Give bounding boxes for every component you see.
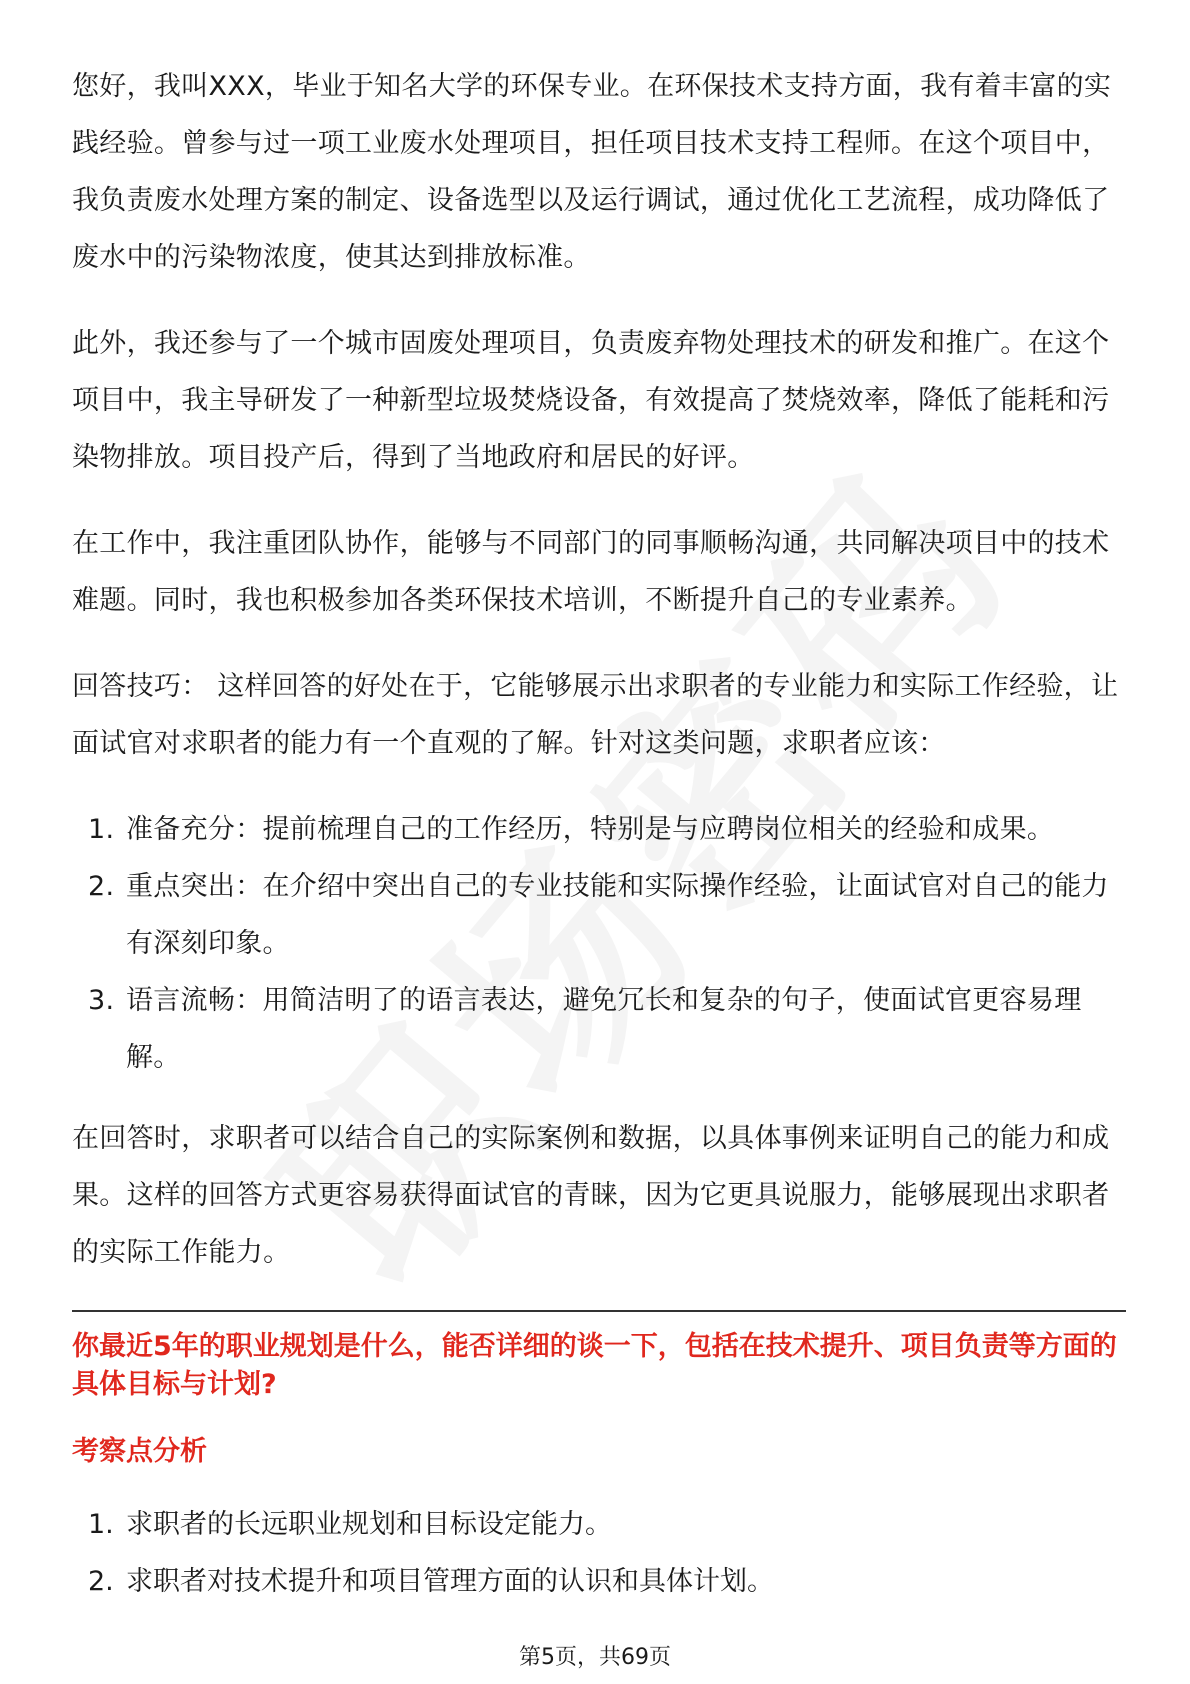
paragraph-answer-tips: 回答技巧： 这样回答的好处在于，它能够展示出求职者的专业能力和实际工作经验，让面试官对求职者的能力有一个直观的了解。针对这类问题，求职者应该： [72,671,1119,759]
page-content [72,58,1122,1610]
list-number: 1. [88,814,115,845]
list-item-text: 语言流畅：用简洁明了的语言表达，避免冗长和复杂的句子，使面试官更容易理解。 [126,985,1082,1073]
analysis-title: 考察点分析 [72,1436,207,1467]
list-item [72,1496,1122,1553]
list-item-text: 求职者对技术提升和项目管理方面的认识和具体计划。 [126,1566,774,1597]
list-item-text: 求职者的长远职业规划和目标设定能力。 [126,1509,612,1540]
tips-list [72,801,1122,1086]
question-heading: 你最近5年的职业规划是什么，能否详细的谈一下，包括在技术提升、项目负责等方面的具体目标与计划? [72,1331,1117,1400]
list-number: 2. [88,871,115,902]
list-number: 1. [88,1509,114,1540]
list-item [72,801,1122,858]
list-item [72,1553,1122,1610]
list-number: 3. [88,985,115,1016]
paragraph-project: 此外，我还参与了一个城市固废处理项目，负责废弃物处理技术的研发和推广。在这个项目中，我主导研发了一种新型垃圾焚烧设备，有效提高了焚烧效率，降低了能耗和污染物排放。项目投产后，得到了当地政府和居民的好评。 [72,328,1110,473]
list-number: 2. [88,1566,114,1597]
paragraph-intro: 您好，我叫XXX，毕业于知名大学的环保专业。在环保技术支持方面，我有着丰富的实践经验。曾参与过一项工业废水处理项目，担任项目技术支持工程师。在这个项目中，我负责废水处理方案的制定、设备选型以及运行调试，通过优化工艺流程，成功降低了废水中的污染物浓度，使其达到排放标准。 [72,71,1112,273]
list-item-text: 准备充分：提前梳理自己的工作经历，特别是与应聘岗位相关的经验和成果。 [126,814,1055,845]
list-item-text: 重点突出：在介绍中突出自己的专业技能和实际操作经验，让面试官对自己的能力有深刻印象。 [126,871,1109,959]
list-item [72,858,1122,972]
list-item [72,972,1122,1086]
analysis-list [72,1496,1122,1610]
paragraph-closing: 在回答时，求职者可以结合自己的实际案例和数据，以具体事例来证明自己的能力和成果。这样的回答方式更容易获得面试官的青睐，因为它更具说服力，能够展现出求职者的实际工作能力。 [72,1123,1110,1268]
paragraph-teamwork: 在工作中，我注重团队协作，能够与不同部门的同事顺畅沟通，共同解决项目中的技术难题。同时，我也积极参加各类环保技术培训，不断提升自己的专业素养。 [72,528,1110,616]
section-divider [72,1310,1126,1312]
page-number-footer: 第5页，共69页 [519,1645,671,1670]
